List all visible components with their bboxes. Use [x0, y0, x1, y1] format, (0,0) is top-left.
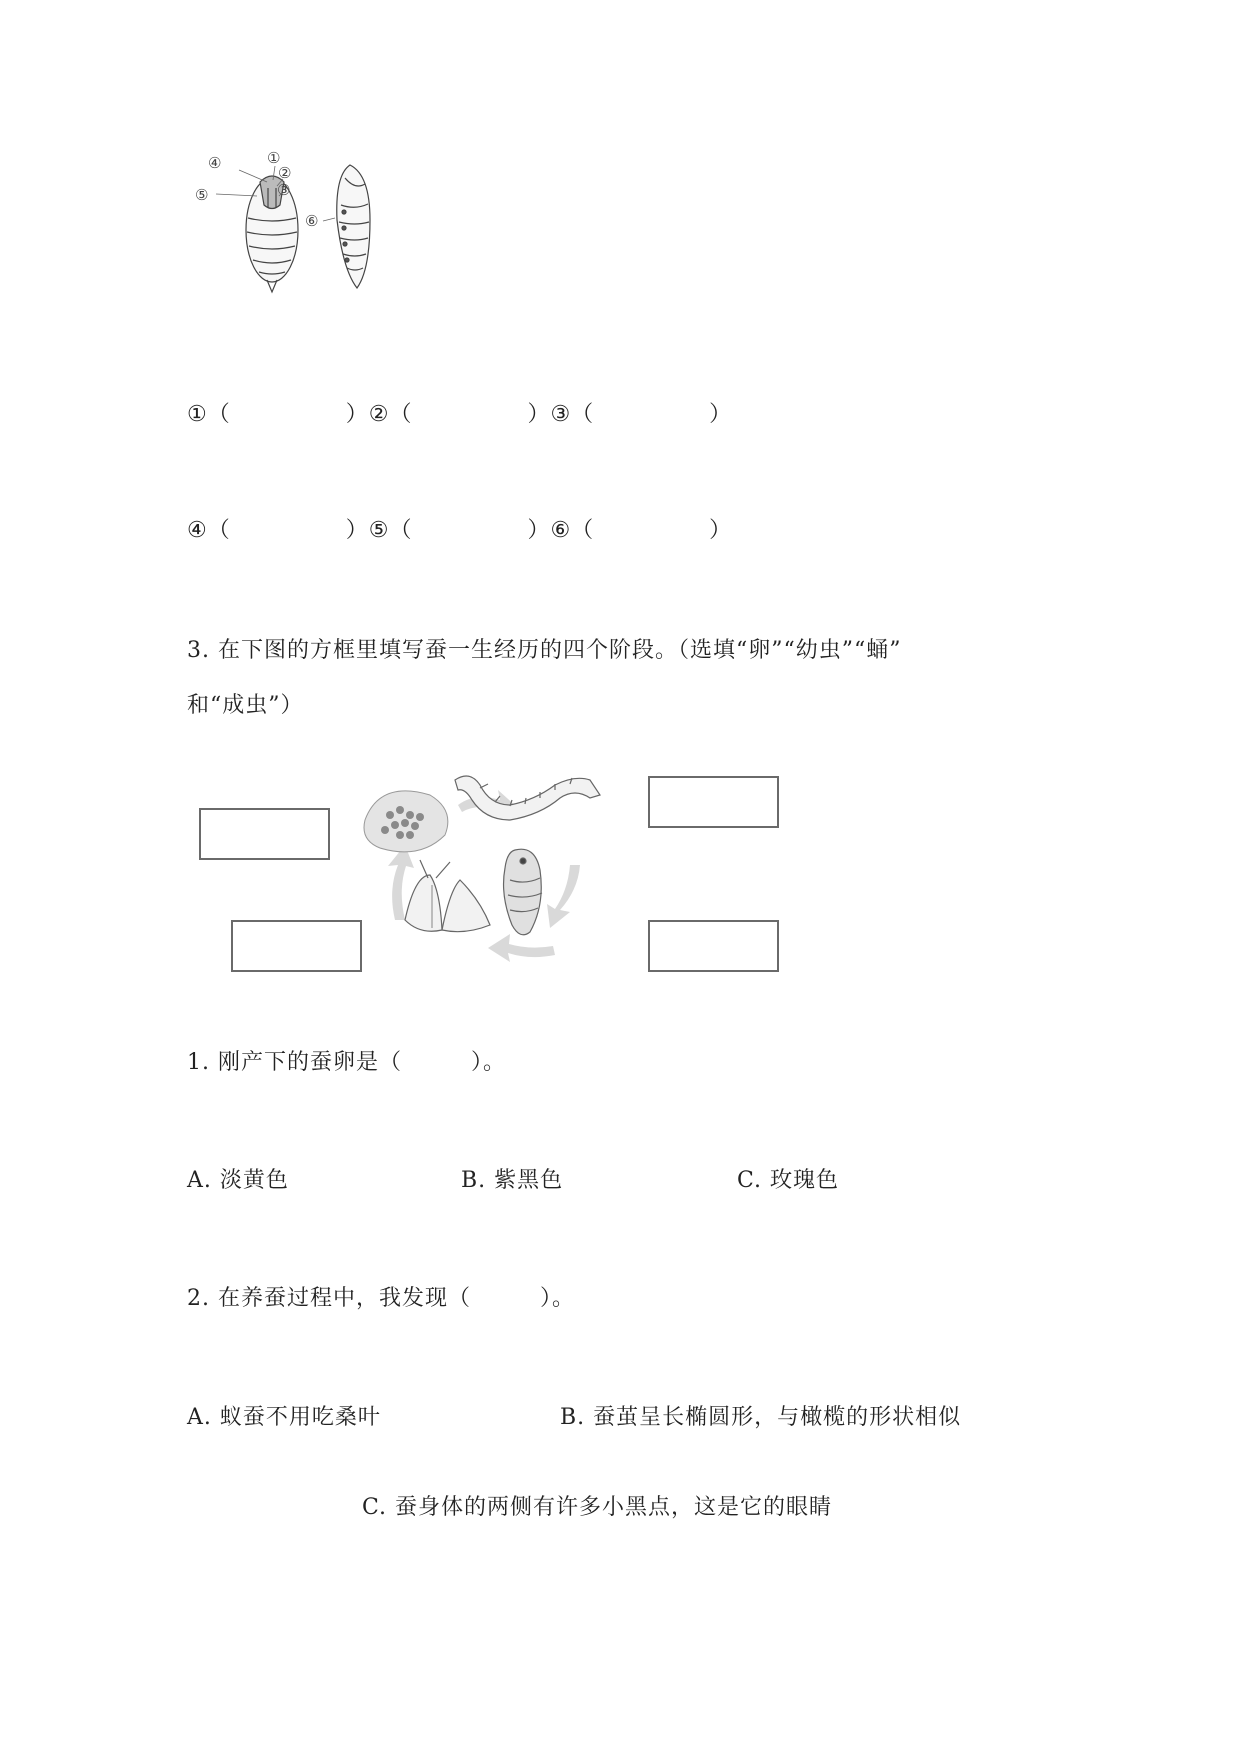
mc2-option-a[interactable]: A. 蚁蚕不用吃桑叶	[187, 1405, 381, 1430]
mc1-option-a[interactable]: A. 淡黄色	[187, 1168, 289, 1193]
silkworm-pupa-image	[504, 849, 542, 935]
stage-box-top-left[interactable]	[199, 808, 330, 860]
silkworm-moth-image	[405, 860, 490, 932]
parts-row-1: ①（ ）②（ ）③（ ）	[187, 402, 733, 427]
life-cycle-illustration	[360, 760, 640, 980]
label-1: ①	[267, 149, 281, 167]
label-5: ⑤	[195, 186, 209, 204]
silkworm-larva-image	[455, 776, 600, 820]
mc2-option-b[interactable]: B. 蚕茧呈长椭圆形，与橄榄的形状相似	[560, 1405, 962, 1430]
pupa-diagram	[195, 149, 425, 310]
parts-row-2: ④（ ）⑤（ ）⑥（ ）	[187, 518, 733, 543]
mc1-question: 1. 刚产下的蚕卵是（ ）。	[187, 1050, 506, 1075]
q3-line-2: 和“成虫”）	[187, 693, 304, 718]
label-6: ⑥	[305, 212, 319, 230]
pupa-side-view	[337, 165, 370, 288]
q3-line-1: 3. 在下图的方框里填写蚕一生经历的四个阶段。（选填“卵”“幼虫”“蛹”	[187, 638, 902, 663]
stage-box-top-right[interactable]	[648, 776, 779, 828]
label-4: ④	[208, 154, 222, 172]
stage-box-bottom-left[interactable]	[231, 920, 362, 972]
mc1-option-b[interactable]: B. 紫黑色	[461, 1168, 564, 1193]
stage-box-bottom-right[interactable]	[648, 920, 779, 972]
mc1-option-c[interactable]: C. 玫瑰色	[737, 1168, 840, 1193]
label-2: ②	[278, 164, 292, 182]
label-3: ③	[277, 181, 291, 199]
mc2-question: 2. 在养蚕过程中，我发现（ ）。	[187, 1286, 575, 1311]
silkworm-eggs-image	[364, 791, 448, 852]
mc2-option-c[interactable]: C. 蚕身体的两侧有许多小黑点，这是它的眼睛	[362, 1495, 833, 1520]
